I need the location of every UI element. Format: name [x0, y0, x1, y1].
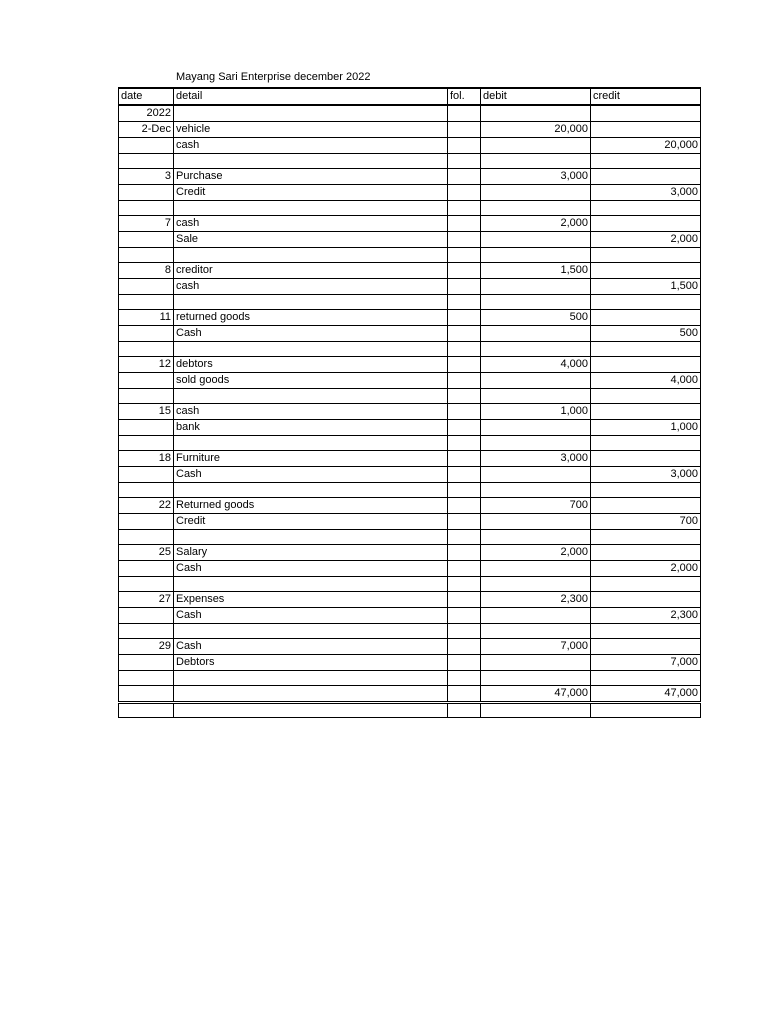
- table-row: [119, 122, 701, 138]
- cell-fol[interactable]: [448, 483, 481, 498]
- cell-detail[interactable]: Credit: [174, 514, 448, 530]
- table-row: [119, 530, 701, 545]
- journal-table: [118, 87, 701, 718]
- cell-credit[interactable]: 2,000: [591, 232, 701, 248]
- total-credit[interactable]: 47,000: [591, 686, 701, 703]
- cell-debit[interactable]: [481, 389, 591, 404]
- cell-credit[interactable]: [591, 483, 701, 498]
- cell-credit[interactable]: [591, 498, 701, 514]
- cell-credit[interactable]: [591, 592, 701, 608]
- table-row: [119, 279, 701, 295]
- cell-credit[interactable]: [591, 169, 701, 185]
- table-row: [119, 592, 701, 608]
- table-row: [119, 216, 701, 232]
- table-row: [119, 310, 701, 326]
- cell-date[interactable]: [119, 248, 174, 263]
- table-row: [119, 201, 701, 216]
- cell-date[interactable]: [119, 467, 174, 483]
- cell-fol[interactable]: [448, 703, 481, 718]
- cell-fol[interactable]: [448, 561, 481, 577]
- cell-date[interactable]: 3: [119, 169, 174, 185]
- cell-debit[interactable]: [481, 577, 591, 592]
- cell-debit[interactable]: 3,000: [481, 169, 591, 185]
- header-debit[interactable]: debit: [481, 88, 591, 105]
- cell-date[interactable]: [119, 232, 174, 248]
- cell-date[interactable]: 25: [119, 545, 174, 561]
- cell-detail[interactable]: [174, 105, 448, 122]
- cell-date[interactable]: [119, 483, 174, 498]
- table-row: [119, 608, 701, 624]
- cell-debit[interactable]: [481, 342, 591, 357]
- cell-fol[interactable]: [448, 169, 481, 185]
- cell-debit[interactable]: [481, 624, 591, 639]
- cell-debit[interactable]: [481, 467, 591, 483]
- cell-fol[interactable]: [448, 263, 481, 279]
- cell-fol[interactable]: [448, 671, 481, 686]
- cell-date[interactable]: [119, 373, 174, 389]
- cell-date[interactable]: [119, 608, 174, 624]
- table-row: [119, 169, 701, 185]
- cell-credit[interactable]: [591, 639, 701, 655]
- table-row: [119, 436, 701, 451]
- table-row: [119, 624, 701, 639]
- cell-detail[interactable]: Purchase: [174, 169, 448, 185]
- cell-date[interactable]: 2022: [119, 105, 174, 122]
- cell-fol[interactable]: [448, 451, 481, 467]
- cell-debit[interactable]: [481, 105, 591, 122]
- cell-detail[interactable]: Cash: [174, 561, 448, 577]
- cell-credit[interactable]: 3,000: [591, 185, 701, 201]
- cell-date[interactable]: [119, 530, 174, 545]
- total-detail[interactable]: [174, 686, 448, 703]
- cell-detail[interactable]: [174, 703, 448, 718]
- cell-credit[interactable]: [591, 248, 701, 263]
- cell-credit[interactable]: 500: [591, 326, 701, 342]
- table-row: [119, 467, 701, 483]
- cell-credit[interactable]: [591, 577, 701, 592]
- table-row: [119, 561, 701, 577]
- cell-detail[interactable]: [174, 624, 448, 639]
- cell-fol[interactable]: [448, 154, 481, 169]
- cell-fol[interactable]: [448, 639, 481, 655]
- cell-detail[interactable]: [174, 577, 448, 592]
- cell-credit[interactable]: 7,000: [591, 655, 701, 671]
- cell-date[interactable]: [119, 389, 174, 404]
- cell-debit[interactable]: [481, 561, 591, 577]
- cell-detail[interactable]: cash: [174, 279, 448, 295]
- table-row: [119, 703, 701, 718]
- cell-detail[interactable]: [174, 436, 448, 451]
- cell-fol[interactable]: [448, 248, 481, 263]
- cell-detail[interactable]: [174, 530, 448, 545]
- cell-detail[interactable]: [174, 389, 448, 404]
- table-row: [119, 105, 701, 122]
- cell-fol[interactable]: [448, 498, 481, 514]
- cell-date[interactable]: 8: [119, 263, 174, 279]
- cell-date[interactable]: [119, 514, 174, 530]
- cell-debit[interactable]: 1,000: [481, 404, 591, 420]
- cell-detail[interactable]: debtors: [174, 357, 448, 373]
- cell-debit[interactable]: [481, 514, 591, 530]
- table-row: [119, 357, 701, 373]
- table-row: [119, 263, 701, 279]
- cell-fol[interactable]: [448, 608, 481, 624]
- cell-credit[interactable]: [591, 154, 701, 169]
- cell-detail[interactable]: Debtors: [174, 655, 448, 671]
- table-row: [119, 671, 701, 686]
- cell-credit[interactable]: 4,000: [591, 373, 701, 389]
- cell-date[interactable]: 29: [119, 639, 174, 655]
- cell-debit[interactable]: [481, 671, 591, 686]
- cell-credit[interactable]: 1,000: [591, 420, 701, 436]
- cell-date[interactable]: 18: [119, 451, 174, 467]
- table-row: [119, 514, 701, 530]
- cell-credit[interactable]: [591, 105, 701, 122]
- header-fol[interactable]: fol.: [448, 88, 481, 105]
- cell-debit[interactable]: 20,000: [481, 122, 591, 138]
- cell-fol[interactable]: [448, 592, 481, 608]
- cell-date[interactable]: 22: [119, 498, 174, 514]
- cell-detail[interactable]: [174, 154, 448, 169]
- cell-debit[interactable]: [481, 483, 591, 498]
- table-row: [119, 295, 701, 310]
- cell-fol[interactable]: [448, 420, 481, 436]
- cell-detail[interactable]: Sale: [174, 232, 448, 248]
- cell-fol[interactable]: [448, 624, 481, 639]
- cell-debit[interactable]: [481, 232, 591, 248]
- cell-fol[interactable]: [448, 467, 481, 483]
- header-date[interactable]: date: [119, 88, 174, 105]
- table-row: [119, 248, 701, 263]
- cell-debit[interactable]: [481, 248, 591, 263]
- cell-detail[interactable]: creditor: [174, 263, 448, 279]
- cell-detail[interactable]: cash: [174, 404, 448, 420]
- cell-detail[interactable]: Returned goods: [174, 498, 448, 514]
- cell-date[interactable]: [119, 577, 174, 592]
- cell-fol[interactable]: [448, 138, 481, 154]
- cell-debit[interactable]: [481, 185, 591, 201]
- cell-detail[interactable]: Credit: [174, 185, 448, 201]
- total-debit[interactable]: 47,000: [481, 686, 591, 703]
- header-row: [119, 88, 701, 105]
- table-row: [119, 545, 701, 561]
- table-row: [119, 655, 701, 671]
- cell-fol[interactable]: [448, 436, 481, 451]
- cell-date[interactable]: [119, 326, 174, 342]
- cell-date[interactable]: 15: [119, 404, 174, 420]
- cell-fol[interactable]: [448, 185, 481, 201]
- cell-debit[interactable]: 700: [481, 498, 591, 514]
- table-row: [119, 639, 701, 655]
- cell-detail[interactable]: Cash: [174, 639, 448, 655]
- cell-credit[interactable]: [591, 310, 701, 326]
- cell-date[interactable]: [119, 655, 174, 671]
- total-date[interactable]: [119, 686, 174, 703]
- table-row: [119, 498, 701, 514]
- cell-fol[interactable]: [448, 201, 481, 216]
- cell-date[interactable]: [119, 279, 174, 295]
- cell-date[interactable]: [119, 201, 174, 216]
- cell-credit[interactable]: [591, 545, 701, 561]
- cell-detail[interactable]: [174, 342, 448, 357]
- cell-date[interactable]: [119, 671, 174, 686]
- cell-credit[interactable]: 700: [591, 514, 701, 530]
- cell-fol[interactable]: [448, 545, 481, 561]
- cell-fol[interactable]: [448, 105, 481, 122]
- cell-fol[interactable]: [448, 295, 481, 310]
- cell-date[interactable]: [119, 154, 174, 169]
- cell-credit[interactable]: 2,000: [591, 561, 701, 577]
- cell-credit[interactable]: [591, 671, 701, 686]
- table-row: [119, 326, 701, 342]
- cell-date[interactable]: 27: [119, 592, 174, 608]
- table-row: [119, 404, 701, 420]
- cell-detail[interactable]: vehicle: [174, 122, 448, 138]
- cell-credit[interactable]: [591, 295, 701, 310]
- table-row: [119, 577, 701, 592]
- cell-detail[interactable]: Salary: [174, 545, 448, 561]
- cell-credit[interactable]: [591, 624, 701, 639]
- cell-detail[interactable]: [174, 483, 448, 498]
- cell-debit[interactable]: [481, 279, 591, 295]
- cell-date[interactable]: 7: [119, 216, 174, 232]
- cell-fol[interactable]: [448, 514, 481, 530]
- cell-debit[interactable]: [481, 373, 591, 389]
- table-row: [119, 451, 701, 467]
- cell-fol[interactable]: [448, 389, 481, 404]
- cell-date[interactable]: 2-Dec: [119, 122, 174, 138]
- cell-debit[interactable]: [481, 608, 591, 624]
- cell-detail[interactable]: cash: [174, 138, 448, 154]
- cell-debit[interactable]: [481, 138, 591, 154]
- header-detail[interactable]: detail: [174, 88, 448, 105]
- cell-date[interactable]: 12: [119, 357, 174, 373]
- cell-detail[interactable]: Expenses: [174, 592, 448, 608]
- cell-credit[interactable]: [591, 451, 701, 467]
- cell-fol[interactable]: [448, 279, 481, 295]
- totals-row: [119, 686, 701, 703]
- cell-debit[interactable]: 3,000: [481, 451, 591, 467]
- cell-credit[interactable]: [591, 342, 701, 357]
- table-row: [119, 342, 701, 357]
- cell-debit[interactable]: [481, 420, 591, 436]
- header-credit[interactable]: credit: [591, 88, 701, 105]
- table-row: [119, 138, 701, 154]
- cell-debit[interactable]: 2,300: [481, 592, 591, 608]
- cell-credit[interactable]: 1,500: [591, 279, 701, 295]
- cell-detail[interactable]: cash: [174, 216, 448, 232]
- cell-detail[interactable]: returned goods: [174, 310, 448, 326]
- cell-fol[interactable]: [448, 373, 481, 389]
- cell-debit[interactable]: 2,000: [481, 216, 591, 232]
- cell-detail[interactable]: [174, 295, 448, 310]
- table-row: [119, 483, 701, 498]
- table-row: [119, 389, 701, 404]
- cell-debit[interactable]: 7,000: [481, 639, 591, 655]
- cell-date[interactable]: [119, 436, 174, 451]
- cell-fol[interactable]: [448, 326, 481, 342]
- cell-fol[interactable]: [448, 342, 481, 357]
- cell-date[interactable]: [119, 295, 174, 310]
- table-row: [119, 373, 701, 389]
- cell-credit[interactable]: 3,000: [591, 467, 701, 483]
- cell-credit[interactable]: [591, 703, 701, 718]
- cell-debit[interactable]: 2,000: [481, 545, 591, 561]
- cell-detail[interactable]: bank: [174, 420, 448, 436]
- table-row: [119, 154, 701, 169]
- cell-credit[interactable]: [591, 404, 701, 420]
- cell-fol[interactable]: [448, 577, 481, 592]
- cell-debit[interactable]: [481, 655, 591, 671]
- cell-detail[interactable]: [174, 671, 448, 686]
- cell-debit[interactable]: 1,500: [481, 263, 591, 279]
- table-row: [119, 232, 701, 248]
- cell-credit[interactable]: [591, 389, 701, 404]
- cell-credit[interactable]: 20,000: [591, 138, 701, 154]
- sheet-title: Mayang Sari Enterprise december 2022: [176, 71, 371, 83]
- cell-credit[interactable]: [591, 201, 701, 216]
- cell-credit[interactable]: [591, 263, 701, 279]
- cell-fol[interactable]: [448, 655, 481, 671]
- cell-debit[interactable]: [481, 154, 591, 169]
- cell-debit[interactable]: [481, 436, 591, 451]
- cell-date[interactable]: [119, 420, 174, 436]
- cell-credit[interactable]: 2,300: [591, 608, 701, 624]
- cell-date[interactable]: [119, 342, 174, 357]
- cell-debit[interactable]: 4,000: [481, 357, 591, 373]
- cell-date[interactable]: [119, 138, 174, 154]
- cell-fol[interactable]: [448, 216, 481, 232]
- cell-credit[interactable]: [591, 122, 701, 138]
- cell-fol[interactable]: [448, 404, 481, 420]
- cell-fol[interactable]: [448, 530, 481, 545]
- cell-date[interactable]: [119, 703, 174, 718]
- journal-body: [119, 88, 701, 718]
- cell-credit[interactable]: [591, 357, 701, 373]
- cell-debit[interactable]: [481, 530, 591, 545]
- cell-debit[interactable]: 500: [481, 310, 591, 326]
- cell-credit[interactable]: [591, 436, 701, 451]
- cell-fol[interactable]: [448, 122, 481, 138]
- cell-date[interactable]: 11: [119, 310, 174, 326]
- cell-detail[interactable]: Cash: [174, 467, 448, 483]
- cell-detail[interactable]: [174, 201, 448, 216]
- table-row: [119, 420, 701, 436]
- cell-detail[interactable]: Cash: [174, 608, 448, 624]
- cell-debit[interactable]: [481, 326, 591, 342]
- cell-date[interactable]: [119, 185, 174, 201]
- cell-detail[interactable]: Cash: [174, 326, 448, 342]
- cell-credit[interactable]: [591, 530, 701, 545]
- total-fol[interactable]: [448, 686, 481, 703]
- cell-debit[interactable]: [481, 295, 591, 310]
- cell-fol[interactable]: [448, 232, 481, 248]
- cell-detail[interactable]: Furniture: [174, 451, 448, 467]
- cell-detail[interactable]: [174, 248, 448, 263]
- cell-credit[interactable]: [591, 216, 701, 232]
- cell-fol[interactable]: [448, 357, 481, 373]
- cell-debit[interactable]: [481, 201, 591, 216]
- cell-fol[interactable]: [448, 310, 481, 326]
- cell-date[interactable]: [119, 561, 174, 577]
- table-row: [119, 185, 701, 201]
- cell-detail[interactable]: sold goods: [174, 373, 448, 389]
- cell-debit[interactable]: [481, 703, 591, 718]
- cell-date[interactable]: [119, 624, 174, 639]
